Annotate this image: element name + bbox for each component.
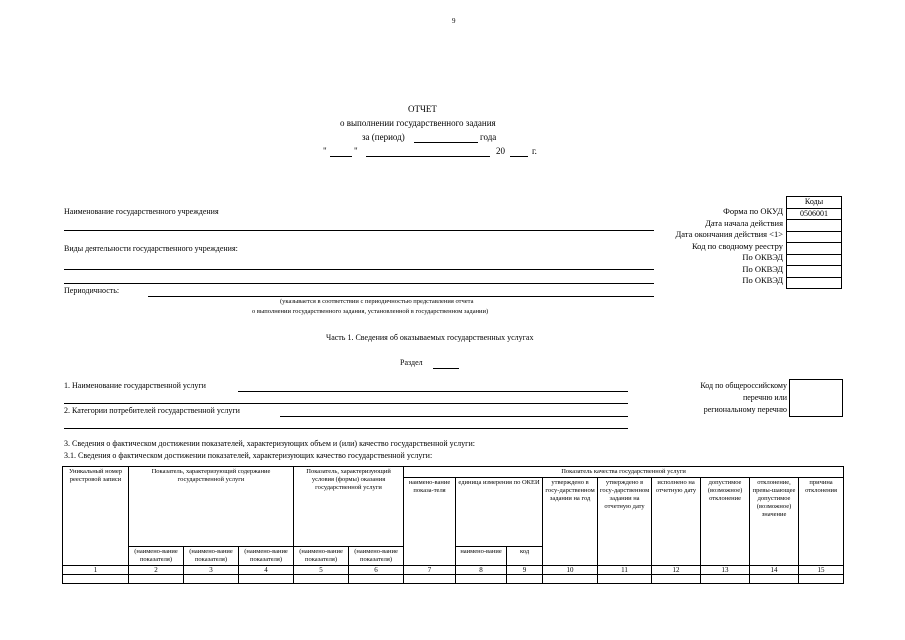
consumer-category-line[interactable]	[280, 416, 628, 417]
sub-name-6: (наимено-вание показателя)	[349, 547, 404, 566]
table-cell[interactable]	[404, 575, 456, 584]
header-allowed-deviation: допустимое (возможное) отклонение	[701, 478, 750, 566]
item3-text: 3. Сведения о фактическом достижении показателей, характеризующих объем и (или) качество государственной услуги:	[64, 439, 475, 448]
header-approved-date: утверждено в госу-дарственном задании на отчетную дату	[598, 478, 652, 566]
table-row	[63, 575, 844, 584]
date-month-line[interactable]	[366, 156, 490, 157]
activity-line-2[interactable]	[64, 283, 654, 284]
label-end-date: Дата окончания действия <1>	[675, 229, 783, 239]
registry-code-label-3: региональному перечню	[703, 405, 787, 414]
section-line[interactable]	[433, 368, 459, 369]
col-number: 5	[294, 566, 349, 575]
table-cell[interactable]	[129, 575, 184, 584]
sub-unit-code: код	[507, 547, 543, 566]
sub-name-5: (наимено-вание показателя)	[294, 547, 349, 566]
code-registry[interactable]	[787, 243, 842, 255]
table-cell[interactable]	[507, 575, 543, 584]
col-number: 2	[129, 566, 184, 575]
code-okved-3[interactable]	[787, 277, 842, 289]
table-cell[interactable]	[63, 575, 129, 584]
label-okud: Форма по ОКУД	[723, 206, 783, 216]
period-prefix: за (период)	[362, 132, 405, 142]
date-year-suffix: г.	[532, 146, 537, 156]
col-number: 10	[543, 566, 598, 575]
label-registry: Код по сводному реестру	[691, 240, 783, 251]
col-number: 7	[404, 566, 456, 575]
header-deviation-reason: причина отклонения	[799, 478, 844, 566]
period-line[interactable]	[414, 142, 478, 143]
report-title: ОТЧЕТ	[408, 104, 437, 114]
consumer-category-label: 2. Категории потребителей государственной услуги	[64, 406, 240, 415]
col-number: 15	[799, 566, 844, 575]
table-cell[interactable]	[294, 575, 349, 584]
periodicity-note-1: (указывается в соответствии с периодичностью представления отчета	[280, 298, 474, 305]
quality-indicators-table	[62, 466, 844, 584]
col-number: 4	[239, 566, 294, 575]
section-label: Раздел	[400, 358, 423, 367]
header-unit: единица измерения по ОКЕИ	[456, 478, 543, 547]
periodicity-label: Периодичность:	[64, 286, 120, 295]
header-conditions-indicator: Показатель, характеризующий условия (формы) оказания государственной услуги	[294, 467, 404, 547]
col-number: 9	[507, 566, 543, 575]
label-okved-3: По ОКВЭД	[742, 275, 783, 285]
sub-name-2: (наимено-вание показателя)	[129, 547, 184, 566]
period-suffix: года	[480, 132, 497, 142]
page-number: 9	[452, 17, 456, 25]
date-year-line[interactable]	[510, 156, 528, 157]
code-okved-1[interactable]	[787, 254, 842, 266]
code-start-date[interactable]	[787, 220, 842, 232]
table-cell[interactable]	[456, 575, 507, 584]
sub-name-3: (наимено-вание показателя)	[184, 547, 239, 566]
header-excess-deviation: отклонение, превы-шающее допустимое (возможное) значение	[750, 478, 799, 566]
consumer-category-line-2[interactable]	[64, 428, 628, 429]
code-end-date[interactable]	[787, 231, 842, 243]
codes-table	[786, 196, 842, 289]
registry-code-label-1: Код по общероссийскому	[700, 381, 787, 390]
label-start-date: Дата начала действия	[705, 217, 783, 228]
table-cell[interactable]	[652, 575, 701, 584]
table-cell[interactable]	[239, 575, 294, 584]
code-okved-2[interactable]	[787, 266, 842, 278]
col-number: 1	[63, 566, 129, 575]
table-cell[interactable]	[750, 575, 799, 584]
header-registry-number: Уникальный номер реестровой записи	[63, 467, 129, 566]
item31-text: 3.1. Сведения о фактическом достижении показателей, характеризующих качество государственной услуги:	[64, 451, 433, 460]
date-year-prefix: 20	[496, 146, 505, 156]
col-number: 3	[184, 566, 239, 575]
activity-types-label: Виды деятельности государственного учреждения:	[64, 244, 238, 253]
codes-header: Коды	[787, 197, 842, 209]
date-day-line[interactable]	[330, 156, 352, 157]
header-quality-indicator: Показатель качества государственной услуги	[404, 467, 844, 478]
header-approved-year: утверждено в госу-дарственном задании на год	[543, 478, 598, 566]
col-number: 14	[750, 566, 799, 575]
report-subtitle: о выполнении государственного задания	[340, 118, 496, 128]
registry-code-box[interactable]	[789, 379, 843, 417]
header-executed: исполнено на отчетную дату	[652, 478, 701, 566]
periodicity-note-2: о выполнении государственного задания, установленной в государственном задании)	[252, 308, 489, 315]
table-cell[interactable]	[799, 575, 844, 584]
periodicity-line[interactable]	[148, 296, 654, 297]
date-quote-close: "	[354, 146, 358, 156]
service-name-line-2[interactable]	[64, 403, 628, 404]
col-number: 11	[598, 566, 652, 575]
col-number: 8	[456, 566, 507, 575]
table-cell[interactable]	[543, 575, 598, 584]
col-number: 13	[701, 566, 750, 575]
code-okud[interactable]: 0506001	[787, 208, 842, 220]
header-content-indicator: Показатель, характеризующий содержание государственной услуги	[129, 467, 294, 547]
part1-title: Часть 1. Сведения об оказываемых государственных услугах	[326, 333, 534, 342]
header-indicator-name: наимено-вание показа-теля	[404, 478, 456, 566]
date-quote-open: "	[323, 146, 327, 156]
codes-labels	[600, 206, 783, 287]
col-number: 6	[349, 566, 404, 575]
sub-name-4: (наимено-вание показателя)	[239, 547, 294, 566]
col-number: 12	[652, 566, 701, 575]
registry-code-label-2: перечню или	[742, 393, 787, 402]
activity-line-1[interactable]	[64, 269, 654, 270]
label-okved-2: По ОКВЭД	[742, 263, 783, 274]
service-name-line[interactable]	[238, 391, 628, 392]
table-cell[interactable]	[701, 575, 750, 584]
institution-name-line[interactable]	[64, 230, 654, 231]
table-cell[interactable]	[349, 575, 404, 584]
service-name-label: 1. Наименование государственной услуги	[64, 381, 206, 390]
table-cell[interactable]	[184, 575, 239, 584]
label-okved-1: По ОКВЭД	[742, 252, 783, 262]
institution-name-label: Наименование государственного учреждения	[64, 207, 219, 216]
sub-unit-name: наимено-вание	[456, 547, 507, 566]
table-cell[interactable]	[598, 575, 652, 584]
